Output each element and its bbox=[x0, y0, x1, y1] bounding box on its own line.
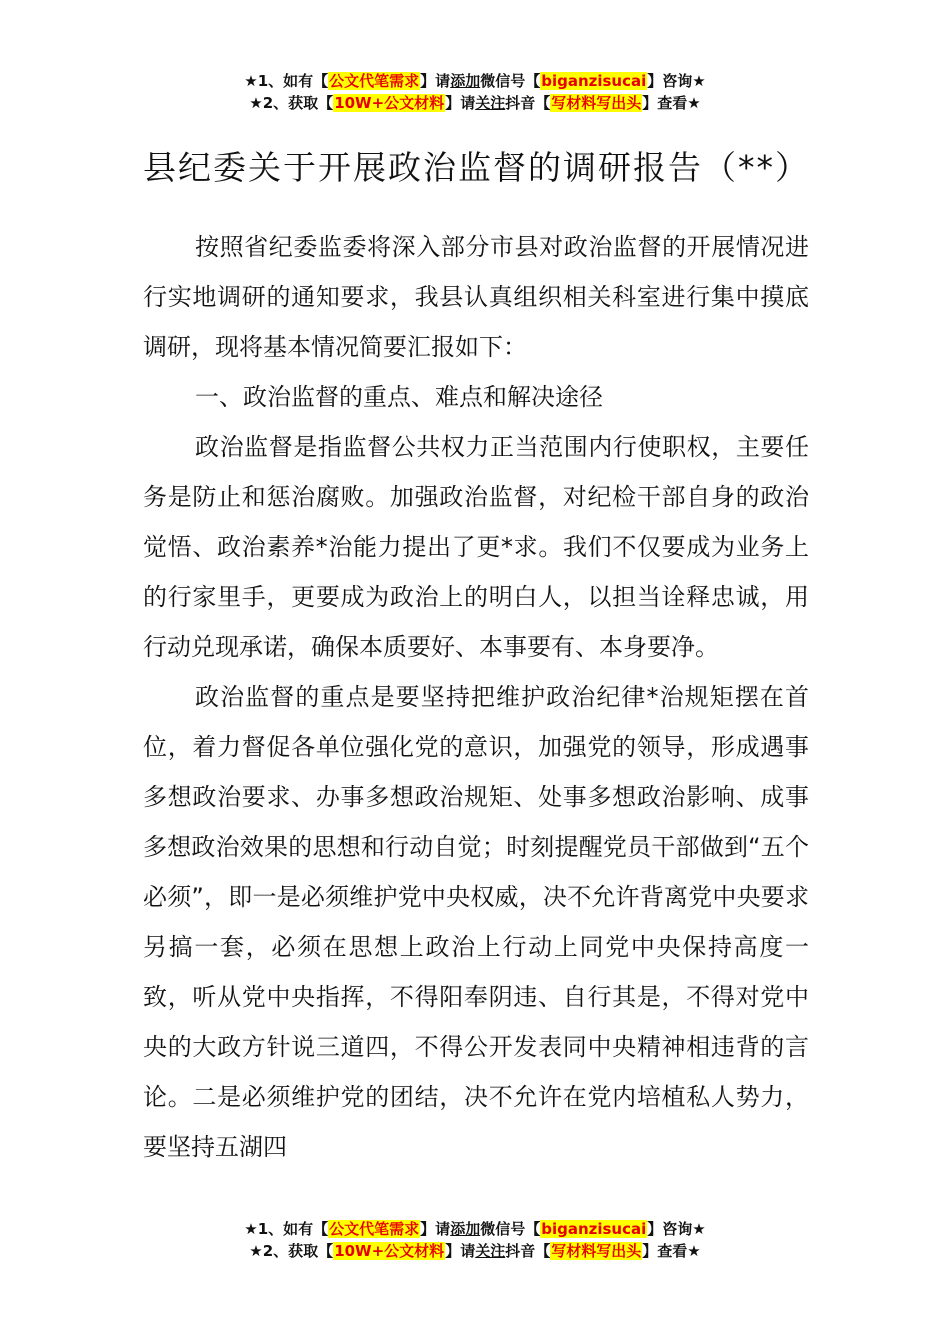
promo-banner-bottom bbox=[0, 1218, 950, 1262]
promo-text: 抖音【 bbox=[505, 94, 551, 112]
promo-text-underlined: 关注 bbox=[475, 1242, 506, 1260]
promo-text: 】请 bbox=[420, 1220, 451, 1238]
promo-text: ★2、获取【 bbox=[249, 1242, 334, 1260]
promo-text: 】咨询★ bbox=[647, 72, 706, 90]
promo-text: 】查看★ bbox=[642, 1242, 701, 1260]
promo-line-2 bbox=[0, 1240, 950, 1262]
paragraph: 按照省纪委监委将深入部分市县对政治监督的开展情况进行实地调研的通知要求，我县认真组织相关科室进行集中摸底调研，现将基本情况简要汇报如下： bbox=[143, 233, 809, 361]
promo-highlight: 写材料写出头 bbox=[551, 94, 642, 112]
promo-highlight: 10W+公文材料 bbox=[334, 94, 445, 112]
promo-text: 】咨询★ bbox=[647, 1220, 706, 1238]
promo-highlight: biganzisucai bbox=[541, 72, 647, 90]
promo-text-underlined: 添加 bbox=[450, 1220, 481, 1238]
promo-line-1 bbox=[0, 1218, 950, 1240]
promo-text: ★1、如有【 bbox=[244, 1220, 329, 1238]
section-heading: 一、政治监督的重点、难点和解决途径 bbox=[195, 383, 603, 411]
promo-text: 】请 bbox=[445, 94, 476, 112]
promo-highlight: 写材料写出头 bbox=[551, 1242, 642, 1260]
promo-text-underlined: 添加 bbox=[450, 72, 481, 90]
promo-highlight: 公文代笔需求 bbox=[329, 72, 420, 90]
promo-text: 微信号【 bbox=[480, 72, 541, 90]
paragraph: 政治监督的重点是要坚持把维护政治纪律*治规矩摆在首位，着力督促各单位强化党的意识，加强党的领导，形成遇事多想政治要求、办事多想政治规矩、处事多想政治影响、成事多想政治效果的思想和行动自觉；时刻提醒党员干部做到“五个必须”，即一是必须维护党中央权威，决不允许背离党中央要求另搞一套，必须在思想上政治上行动上同党中央保持高度一致，听从党中央指挥，不得阳奉阴违、自行其是，不得对党中央的大政方针说三道四，不得公开发表同中央精神相违背的言论。二是必须维护党的团结，决不允许在党内培植私人势力，要坚持五湖四 bbox=[143, 683, 809, 1161]
promo-text: 】查看★ bbox=[642, 94, 701, 112]
document-body bbox=[143, 222, 809, 1172]
paragraph: 政治监督是指监督公共权力正当范围内行使职权，主要任务是防止和惩治腐败。加强政治监督，对纪检干部自身的政治觉悟、政治素养*治能力提出了更*求。我们不仅要成为业务上的行家里手，更要成为政治上的明白人，以担当诠释忠诚，用行动兑现承诺，确保本质要好、本事要有、本身要净。 bbox=[143, 433, 809, 661]
promo-line-1 bbox=[0, 70, 950, 92]
promo-text: 】请 bbox=[420, 72, 451, 90]
promo-highlight: 公文代笔需求 bbox=[329, 1220, 420, 1238]
promo-text: ★2、获取【 bbox=[249, 94, 334, 112]
promo-highlight: 10W+公文材料 bbox=[334, 1242, 445, 1260]
promo-line-2 bbox=[0, 92, 950, 114]
promo-highlight: biganzisucai bbox=[541, 1220, 647, 1238]
promo-text: 】请 bbox=[445, 1242, 476, 1260]
promo-text: 微信号【 bbox=[480, 1220, 541, 1238]
document-title: 县纪委关于开展政治监督的调研报告（**） bbox=[143, 148, 810, 188]
promo-banner-top bbox=[0, 70, 950, 114]
promo-text: 抖音【 bbox=[505, 1242, 551, 1260]
promo-text: ★1、如有【 bbox=[244, 72, 329, 90]
promo-text-underlined: 关注 bbox=[475, 94, 506, 112]
